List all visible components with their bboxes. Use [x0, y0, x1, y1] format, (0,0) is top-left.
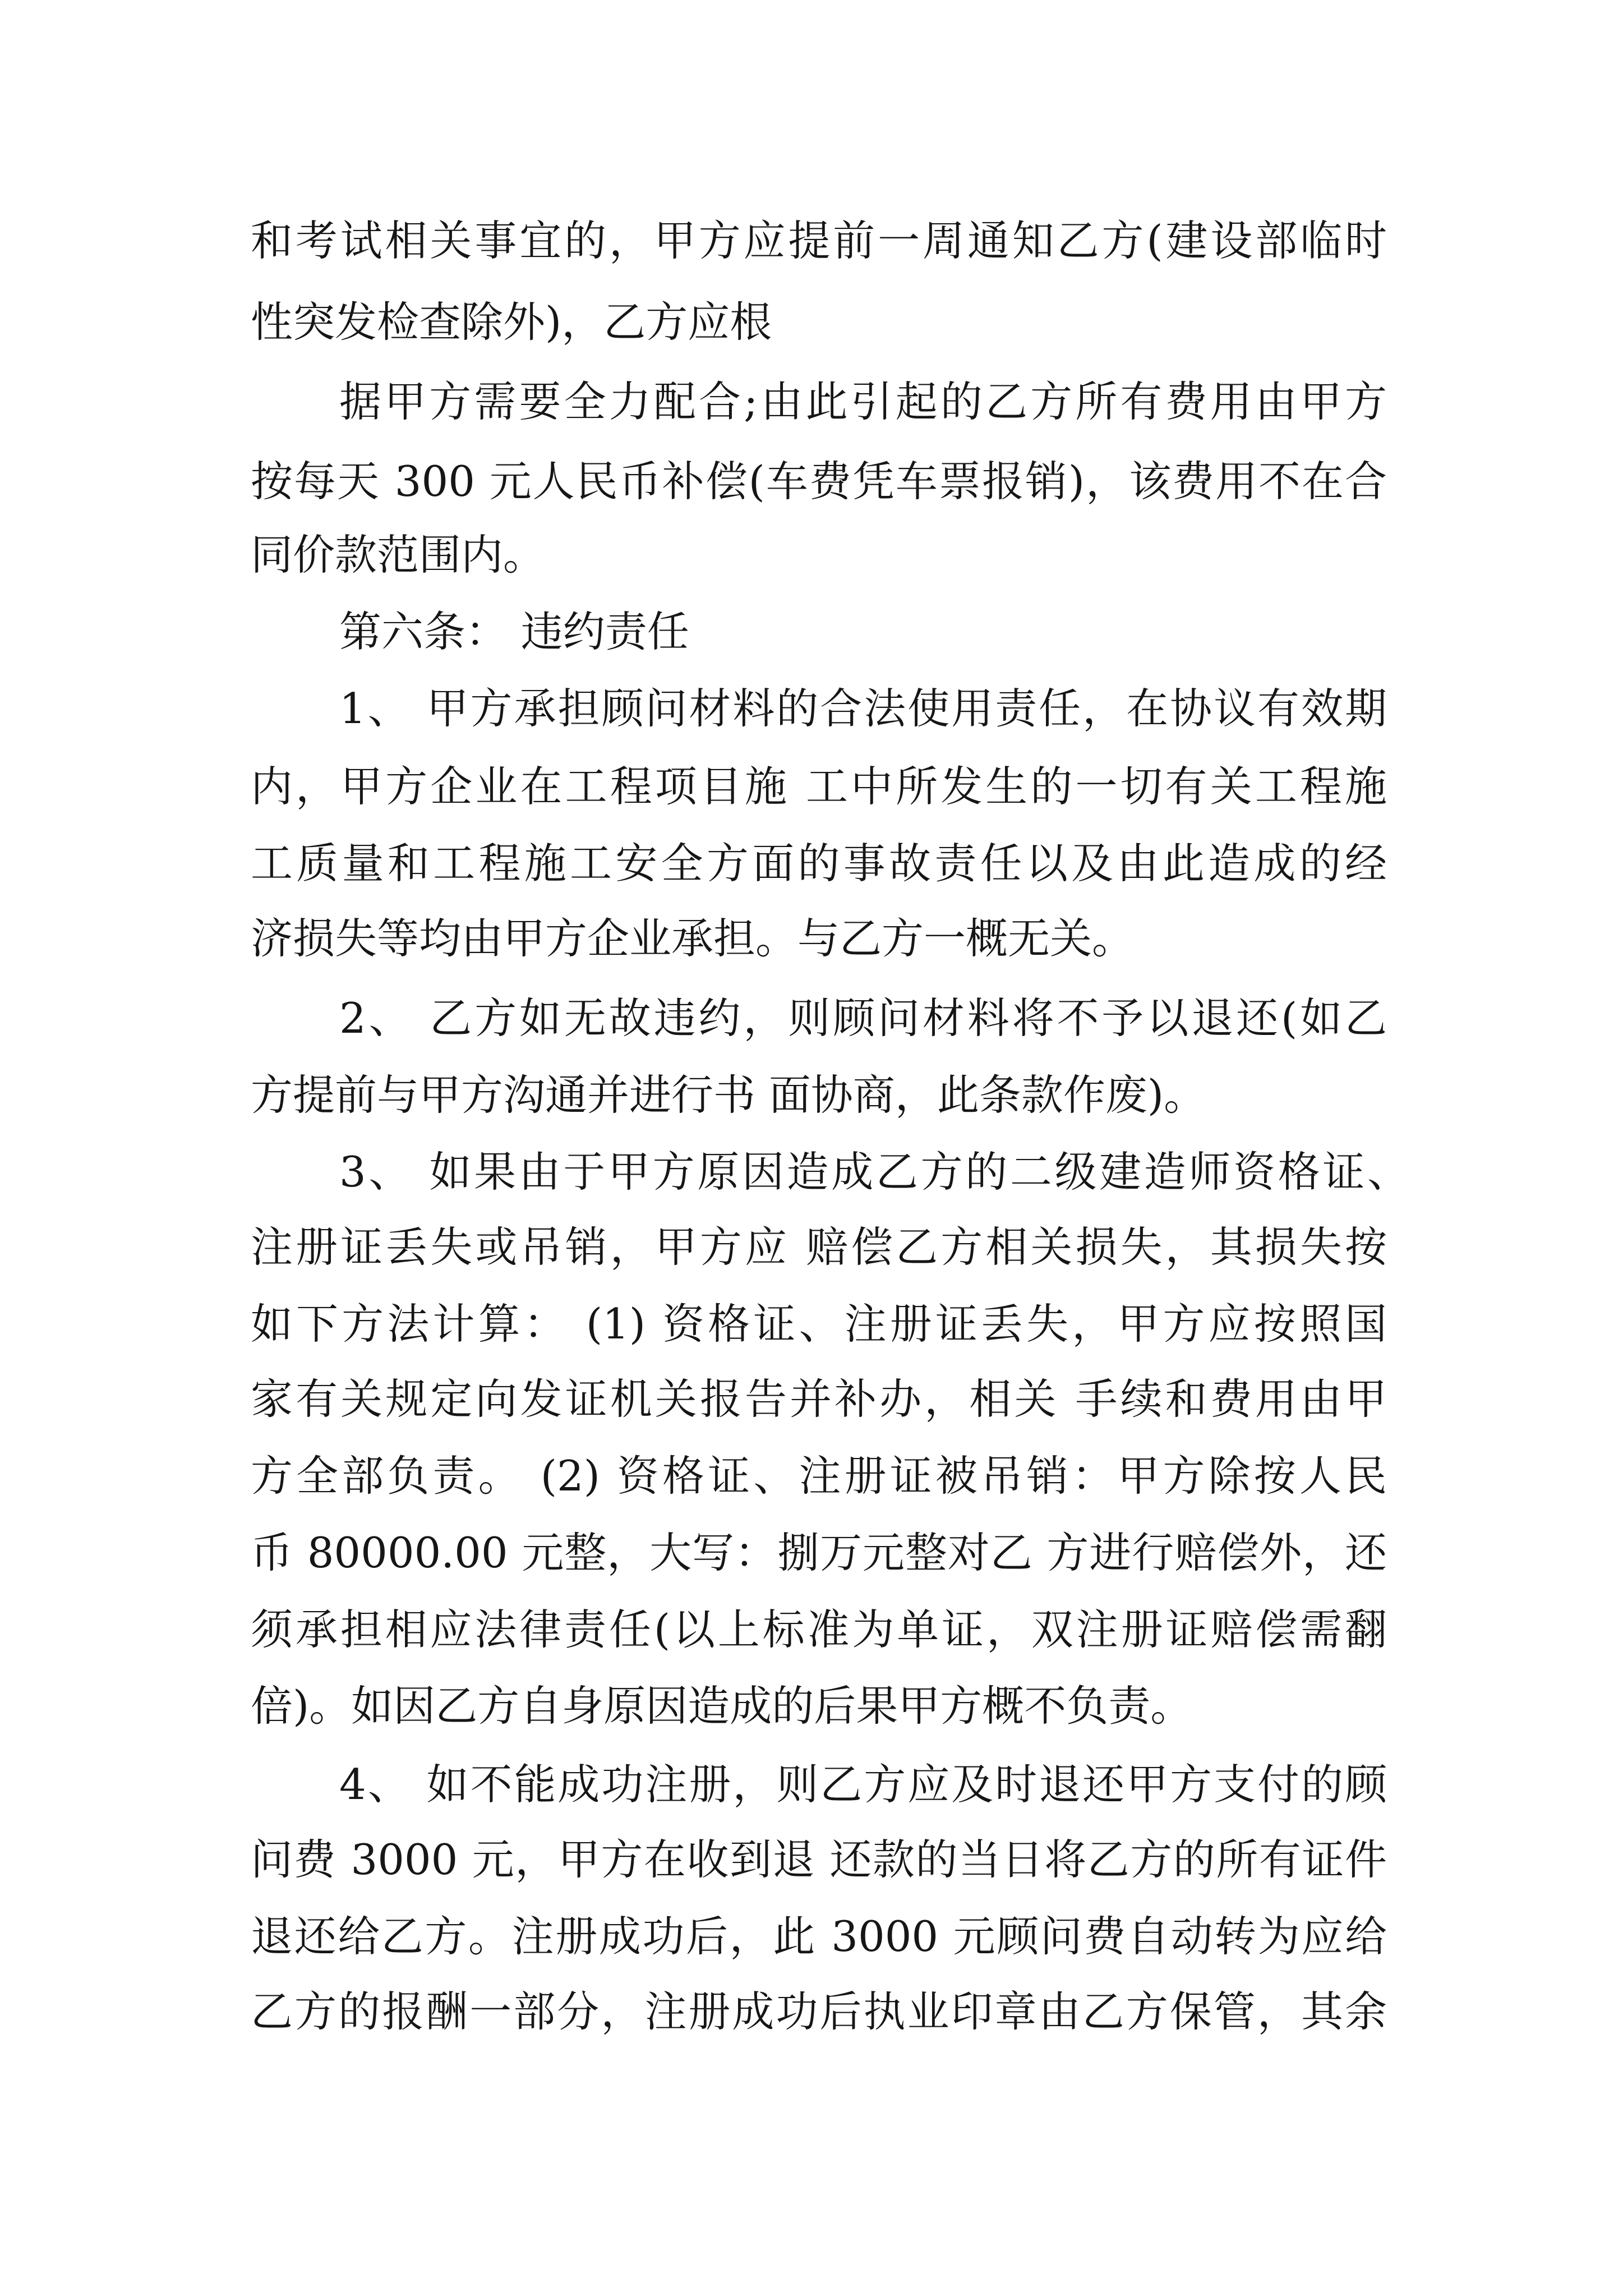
paragraph-line: 同价款范围内。 [251, 530, 546, 579]
paragraph-line: 方提前与甲方沟通并进行书 面协商，此条款作废)。 [251, 1070, 1206, 1120]
paragraph-line: 如下方法计算： (1) 资格证、注册证丢失，甲方应按照国 [251, 1299, 1387, 1349]
clause-item-1-line: 1、 甲方承担顾问材料的合法使用责任，在协议有效期 [339, 684, 1387, 733]
paragraph-line: 退还给乙方。注册成功后，此 3000 元顾问费自动转为应给 [251, 1912, 1387, 1961]
paragraph-line: 内，甲方企业在工程项目施 工中所发生的一切有关工程施 [251, 762, 1387, 811]
clause-item-4-line: 4、 如不能成功注册，则乙方应及时退还甲方支付的顾 [339, 1760, 1387, 1809]
paragraph-line: 性突发检查除外)，乙方应根 [251, 297, 772, 347]
paragraph-line: 乙方的报酬一部分，注册成功后执业印章由乙方保管，其余 [251, 1987, 1387, 2036]
paragraph-line: 和考试相关事宜的，甲方应提前一周通知乙方(建设部临时 [251, 216, 1387, 265]
paragraph-line: 注册证丢失或吊销，甲方应 赔偿乙方相关损失，其损失按 [251, 1222, 1387, 1272]
clause-item-2-line: 2、 乙方如无故违约，则顾问材料将不予以退还(如乙 [339, 993, 1387, 1043]
paragraph-line: 问费 3000 元，甲方在收到退 还款的当日将乙方的所有证件 [251, 1835, 1387, 1884]
section-heading: 第六条： 违约责任 [339, 607, 689, 656]
clause-item-3-line: 3、 如果由于甲方原因造成乙方的二级建造师资格证、 [339, 1147, 1409, 1197]
paragraph-line: 按每天 300 元人民币补偿(车费凭车票报销)，该费用不在合 [251, 457, 1387, 506]
paragraph-line: 济损失等均由甲方企业承担。与乙方一概无关。 [251, 914, 1135, 963]
paragraph-line: 据甲方需要全力配合;由此引起的乙方所有费用由甲方 [339, 377, 1387, 426]
paragraph-line: 方全部负责。 (2) 资格证、注册证被吊销：甲方除按人民 [251, 1451, 1387, 1501]
paragraph-line: 家有关规定向发证机关报告并补办，相关 手续和费用由甲 [251, 1374, 1387, 1424]
paragraph-line: 工质量和工程施工安全方面的事故责任以及由此造成的经 [251, 839, 1387, 888]
paragraph-line: 倍)。如因乙方自身原因造成的后果甲方概不负责。 [251, 1681, 1193, 1731]
paragraph-line: 须承担相应法律责任(以上标准为单证，双注册证赔偿需翻 [251, 1605, 1387, 1654]
paragraph-line: 币 80000.00 元整，大写：捌万元整对乙 方进行赔偿外，还 [251, 1528, 1387, 1577]
